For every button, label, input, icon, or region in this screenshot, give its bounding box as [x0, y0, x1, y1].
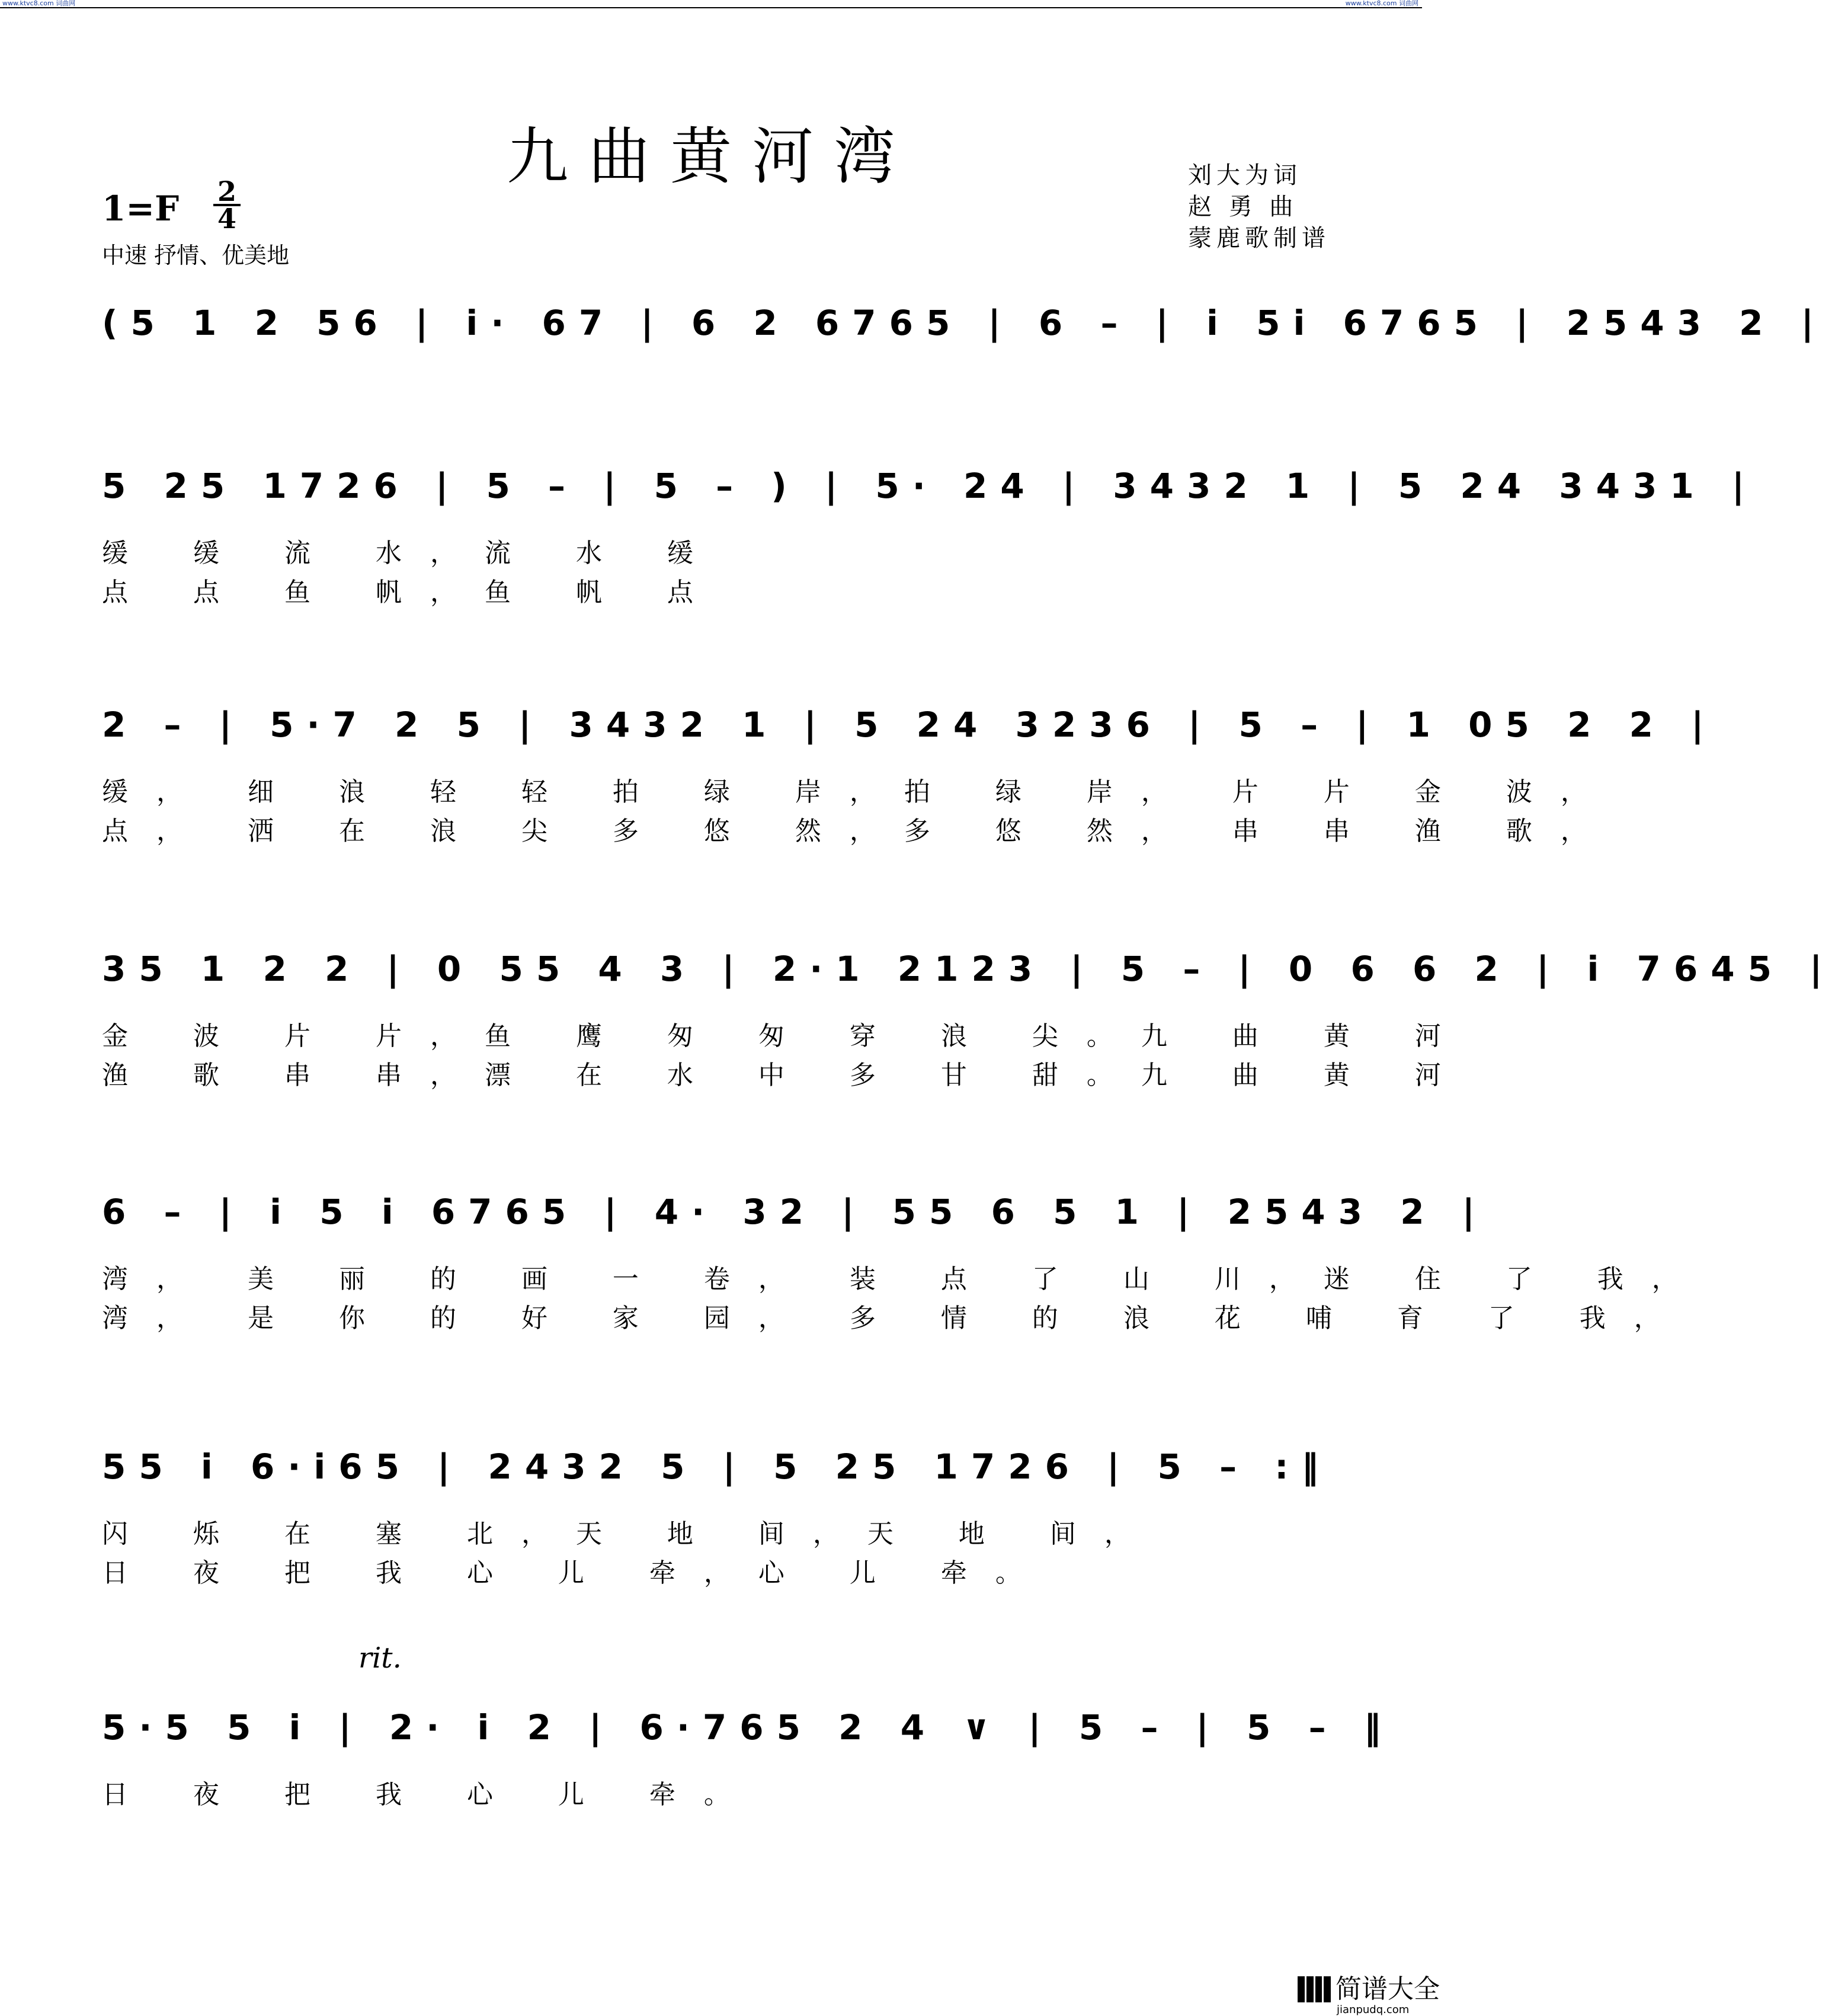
notation-line-1: (5 1 2 56 | i· 67 | 6 2 6765 | 6 – | i 5i 6765 | 2543 2 | [102, 303, 1827, 343]
score-line-3 [102, 698, 1717, 851]
lyrics-verse-1-line-6: 闪 烁 在 塞 北，天 地 间，天 地 间， [102, 1519, 1159, 1549]
composer-credit: 赵 勇 曲 [1188, 193, 1298, 220]
notation-line-7: 5·5 5 i | 2· i 2 | 6·765 2 4 ∨ | 5 – | 5 – ‖ [102, 1707, 1394, 1748]
top-rule [0, 0, 1422, 8]
lyrics-verse-1-line-2: 缓 缓 流 水，流 水 缓 [102, 538, 722, 568]
key-signature: 1=F [102, 188, 180, 229]
score-line-5 [102, 1185, 1706, 1338]
arranger-credit: 蒙鹿歌制谱 [1188, 225, 1330, 252]
notation-line-4: 35 1 2 2 | 0 55 4 3 | 2·1 2123 | 5 – | 0 6 6 2 | i 7645 | [102, 949, 1835, 989]
score-line-7 [102, 1701, 1394, 1815]
tempo-marking: 中速 抒情、优美地 [102, 242, 290, 268]
notation-line-5: 6 – | i 5 i 6765 | 4· 32 | 55 6 5 1 | 2543 2 | [102, 1192, 1488, 1232]
lyrics-verse-1-line-5: 湾， 美 丽 的 画 一 卷， 装 点 了 山 川，迷 住 了 我， [102, 1264, 1706, 1294]
lyrics-verse-1-line-4: 金 波 片 片，鱼 鹰 匆 匆 穿 浪 尖。九 曲 黄 河 [102, 1021, 1469, 1051]
score-line-2 [102, 459, 1758, 612]
watermark-left[interactable]: www.ktvc8.com 词曲网 [2, 0, 76, 7]
lyricist-credit: 刘大为词 [1188, 162, 1302, 189]
lyrics-verse-2-line-5: 湾， 是 你 的 好 家 园， 多 情 的 浪 花 哺 育 了 我， [102, 1303, 1689, 1333]
lyrics-verse-1-line-3: 缓， 细 浪 轻 轻 拍 绿 岸，拍 绿 岸， 片 片 金 波， [102, 777, 1615, 807]
lyrics-verse-2-line-4: 渔 歌 串 串，漂 在 水 中 多 甘 甜。九 曲 黄 河 [102, 1060, 1469, 1090]
time-numerator: 2 [213, 179, 241, 206]
notation-line-3: 2 – | 5·7 2 5 | 3432 1 | 5 24 3236 | 5 – | 1 05 2 2 | [102, 705, 1717, 745]
song-title: 九曲黄河湾 [506, 120, 915, 193]
notation-line-2: 5 25 1726 | 5 – | 5 – ) | 5· 24 | 3432 1 | 5 24 3431 | [102, 466, 1758, 506]
lyrics-verse-1-line-7: 日 夜 把 我 心 儿 牵。 [102, 1780, 758, 1810]
lyrics-verse-2-line-6: 日 夜 把 我 心 儿 牵，心 儿 牵。 [102, 1558, 1050, 1588]
lyrics-verse-2-line-2: 点 点 鱼 帆，鱼 帆 点 [102, 577, 722, 607]
score-line-1 [102, 296, 1827, 350]
logo-url: jianpudq.com [1337, 2004, 1410, 2016]
notation-line-6: 55 i 6·i65 | 2432 5 | 5 25 1726 | 5 – :‖ [102, 1447, 1332, 1487]
ritardando-marking: rit. [358, 1641, 402, 1675]
time-signature [213, 175, 241, 235]
lyrics-verse-2-line-3: 点， 洒 在 浪 尖 多 悠 然，多 悠 然， 串 串 渔 歌， [102, 816, 1615, 846]
time-denominator: 4 [217, 203, 236, 235]
logo-text: 简谱大全 [1336, 1974, 1440, 2004]
piano-icon [1298, 1976, 1331, 2002]
credits [1188, 160, 1330, 254]
score-line-4 [102, 942, 1835, 1095]
watermark-right[interactable]: www.ktvc8.com 词曲网 [1345, 0, 1418, 7]
site-logo[interactable] [1298, 1974, 1440, 2016]
score-line-6 [102, 1440, 1340, 1593]
